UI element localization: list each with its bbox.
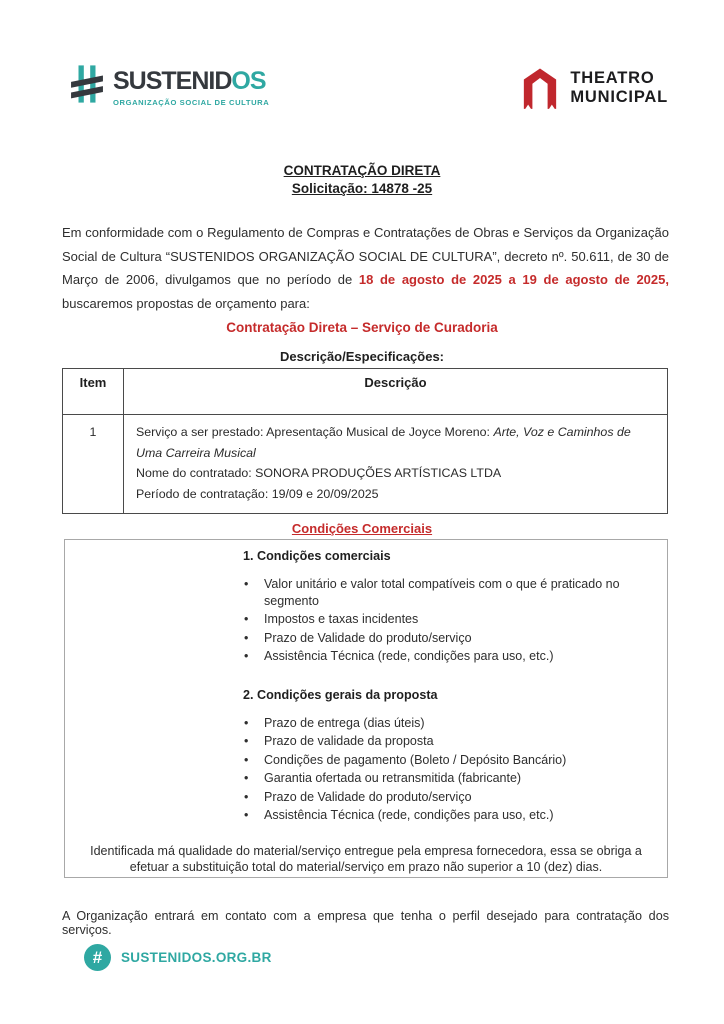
sustenidos-hash-icon [70, 55, 104, 118]
title-line-2: Solicitação: 14878 -25 [291, 181, 433, 196]
list-item: • Prazo de Validade do produto/serviço [237, 789, 641, 806]
list-item: • Assistência Técnica (rede, condições para uso, etc.) [237, 648, 641, 665]
theatro-municipal-logo [521, 66, 668, 115]
conditions-group1-title: 1. Condições comerciais [243, 549, 391, 563]
sustenidos-logo-tagline: ORGANIZAÇÃO SOCIAL DE CULTURA [113, 98, 270, 107]
contract-period: Período de contratação: 19/09 e 20/09/2025 [136, 486, 379, 501]
contractor-name: Nome do contratado: SONORA PRODUÇÕES ARTÍSTICAS LTDA [136, 466, 502, 480]
header [0, 55, 724, 118]
intro-part2: buscaremos propostas de orçamento para: [62, 295, 310, 311]
section-heading: Contratação Direta – Serviço de Curadoria [226, 320, 498, 335]
conditions-group2-title: 2. Condições gerais da proposta [243, 687, 438, 702]
table-row [63, 415, 668, 514]
list-item: • Valor unitário e valor total compatíveis com o que é praticado no segmento [237, 576, 641, 609]
sustenidos-logo-text [113, 69, 269, 107]
list-item: • Impostos e taxas incidentes [237, 611, 641, 628]
col-header-item: Item [63, 369, 124, 415]
intro-paragraph [62, 221, 669, 315]
theatro-logo-line2: MUNICIPAL [570, 88, 668, 106]
document-title [0, 162, 724, 198]
intro-date-range: 18 de agosto de 2025 a 19 de agosto de 2025, [358, 272, 669, 287]
footer [84, 944, 272, 971]
footer-website: SUSTENIDOS.ORG.BR [121, 950, 272, 965]
list-item: • Condições de pagamento (Boleto / Depósito Bancário) [237, 752, 641, 769]
quality-note: Identificada má qualidade do material/serviço entregue pela empresa fornecedora, essa se obriga a efetuar a substituição total do material/serviço em prazo não superior a 10 (dez) dias. [90, 843, 642, 874]
theatro-logo-text [570, 69, 668, 107]
theatro-arch-icon [521, 66, 559, 115]
conditions-group2-list [237, 715, 641, 824]
list-item: • Garantia ofertada ou retransmitida (fabricante) [237, 770, 641, 787]
theatro-logo-line1: THEATRO [570, 69, 655, 87]
sustenidos-logo-name: SUSTENIDOS [113, 67, 266, 95]
conditions-box [64, 539, 668, 878]
spec-subheading: Descrição/Especificações: [279, 349, 445, 364]
cell-item-number: 1 [63, 415, 124, 514]
list-item: • Prazo de entrega (dias úteis) [237, 715, 641, 732]
intro-part1: Em conformidade com o Regulamento de Compras e Contratações de Obras e Serviços da Organização Social de Cultura “SUSTENIDOS ORGANIZAÇÃO SOCIAL DE CULTURA”, decreto nº. 50.611, de 30 de Março de 2006, divulgamos que no período de [62, 225, 669, 287]
col-header-desc: Descrição [124, 369, 668, 415]
spec-table-header-row [63, 369, 668, 415]
conditions-heading: Condições Comerciais [291, 521, 433, 536]
sustenidos-logo [70, 55, 269, 118]
conditions-group1-list [237, 576, 641, 665]
closing-statement: A Organização entrará em contato com a empresa que tenha o perfil desejado para contratação dos serviços. [62, 908, 669, 937]
title-line-1: CONTRATAÇÃO DIRETA [283, 163, 441, 178]
cell-description [124, 415, 668, 514]
list-item: • Prazo de Validade do produto/serviço [237, 630, 641, 647]
spec-table [62, 368, 668, 514]
service-description: Serviço a ser prestado: Apresentação Musical de Joyce Moreno: Arte, Voz e Caminhos de Uma Carreira Musical [136, 425, 631, 460]
list-item: • Prazo de validade da proposta [237, 733, 641, 750]
sustenidos-hash-circle-icon: # [84, 944, 111, 971]
show-title: Arte, Voz e Caminhos de Uma Carreira Musical [136, 425, 631, 460]
list-item: • Assistência Técnica (rede, condições para uso, etc.) [237, 807, 641, 824]
